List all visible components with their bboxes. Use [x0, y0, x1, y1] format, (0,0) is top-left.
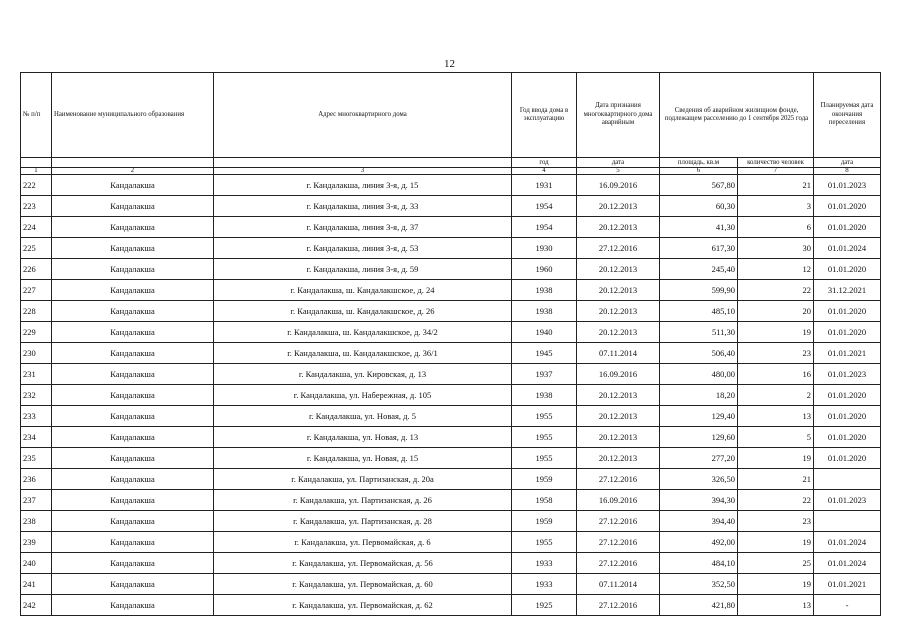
recognized-date-cell: 27.12.2016 [577, 469, 660, 490]
municipality-cell: Кандалакша [52, 259, 214, 280]
unit-plan: дата [814, 158, 881, 168]
row-number-cell: 239 [21, 532, 52, 553]
recognized-date-cell: 20.12.2013 [577, 217, 660, 238]
year-cell: 1938 [512, 385, 577, 406]
plan-date-cell: 01.01.2021 [814, 574, 881, 595]
row-number-cell: 229 [21, 322, 52, 343]
plan-date-cell: 01.01.2020 [814, 448, 881, 469]
municipality-cell: Кандалакша [52, 448, 214, 469]
header-num: № п/п [21, 73, 52, 158]
recognized-date-cell: 20.12.2013 [577, 406, 660, 427]
area-cell: 352,50 [660, 574, 738, 595]
year-cell: 1955 [512, 448, 577, 469]
area-cell: 617,30 [660, 238, 738, 259]
people-count-cell: 3 [738, 196, 814, 217]
recognized-date-cell: 16.09.2016 [577, 364, 660, 385]
table-row [21, 385, 881, 406]
plan-date-cell: 01.01.2020 [814, 217, 881, 238]
table-row [21, 511, 881, 532]
area-cell: 484,10 [660, 553, 738, 574]
address-cell: г. Кандалакша, линия 3-я, д. 15 [214, 175, 512, 196]
municipality-cell: Кандалакша [52, 532, 214, 553]
people-count-cell: 22 [738, 280, 814, 301]
recognized-date-cell: 20.12.2013 [577, 448, 660, 469]
unit-area: площадь, кв.м [660, 158, 738, 168]
municipality-cell: Кандалакша [52, 364, 214, 385]
plan-date-cell: 01.01.2023 [814, 175, 881, 196]
row-number-cell: 233 [21, 406, 52, 427]
municipality-cell: Кандалакша [52, 553, 214, 574]
table-row [21, 364, 881, 385]
recognized-date-cell: 27.12.2016 [577, 553, 660, 574]
recognized-date-cell: 27.12.2016 [577, 595, 660, 616]
table-row [21, 532, 881, 553]
plan-date-cell [814, 469, 881, 490]
plan-date-cell: 01.01.2023 [814, 364, 881, 385]
people-count-cell: 13 [738, 595, 814, 616]
plan-date-cell: 01.01.2024 [814, 553, 881, 574]
row-number-cell: 242 [21, 595, 52, 616]
area-cell: 485,10 [660, 301, 738, 322]
table-row [21, 574, 881, 595]
people-count-cell: 6 [738, 217, 814, 238]
plan-date-cell: 01.01.2021 [814, 343, 881, 364]
area-cell: 492,00 [660, 532, 738, 553]
people-count-cell: 30 [738, 238, 814, 259]
municipality-cell: Кандалакша [52, 490, 214, 511]
plan-date-cell: 01.01.2020 [814, 259, 881, 280]
row-number-cell: 226 [21, 259, 52, 280]
table-row [21, 322, 881, 343]
column-number: 2 [52, 168, 214, 175]
address-cell: г. Кандалакша, ул. Первомайская, д. 56 [214, 553, 512, 574]
area-cell: 480,00 [660, 364, 738, 385]
municipality-cell: Кандалакша [52, 574, 214, 595]
table-row [21, 469, 881, 490]
recognized-date-cell: 20.12.2013 [577, 322, 660, 343]
recognized-date-cell: 20.12.2013 [577, 280, 660, 301]
table-row [21, 427, 881, 448]
area-cell: 511,30 [660, 322, 738, 343]
people-count-cell: 23 [738, 343, 814, 364]
people-count-cell: 21 [738, 175, 814, 196]
recognized-date-cell: 07.11.2014 [577, 343, 660, 364]
address-cell: г. Кандалакша, ул. Набережная, д. 105 [214, 385, 512, 406]
row-number-cell: 235 [21, 448, 52, 469]
year-cell: 1930 [512, 238, 577, 259]
people-count-cell: 5 [738, 427, 814, 448]
address-cell: г. Кандалакша, линия 3-я, д. 37 [214, 217, 512, 238]
plan-date-cell: 01.01.2020 [814, 196, 881, 217]
row-number-cell: 228 [21, 301, 52, 322]
address-cell: г. Кандалакша, ул. Кировская, д. 13 [214, 364, 512, 385]
municipality-cell: Кандалакша [52, 196, 214, 217]
area-cell: 599,90 [660, 280, 738, 301]
year-cell: 1931 [512, 175, 577, 196]
address-cell: г. Кандалакша, ш. Кандалакшское, д. 36/1 [214, 343, 512, 364]
municipality-cell: Кандалакша [52, 175, 214, 196]
plan-date-cell: - [814, 595, 881, 616]
plan-date-cell: 01.01.2020 [814, 406, 881, 427]
municipality-cell: Кандалакша [52, 469, 214, 490]
table-row [21, 217, 881, 238]
people-count-cell: 20 [738, 301, 814, 322]
address-cell: г. Кандалакша, ул. Новая, д. 15 [214, 448, 512, 469]
emergency-housing-table [20, 72, 881, 616]
year-cell: 1958 [512, 490, 577, 511]
header-recognized-date: Дата признания многоквартирного дома аварийным [577, 73, 660, 158]
column-number: 5 [577, 168, 660, 175]
unit-blank [214, 158, 512, 168]
year-cell: 1955 [512, 406, 577, 427]
year-cell: 1955 [512, 532, 577, 553]
year-cell: 1938 [512, 301, 577, 322]
year-cell: 1940 [512, 322, 577, 343]
row-number-cell: 238 [21, 511, 52, 532]
unit-blank [52, 158, 214, 168]
people-count-cell: 23 [738, 511, 814, 532]
plan-date-cell: 01.01.2024 [814, 238, 881, 259]
year-cell: 1938 [512, 280, 577, 301]
table-body [21, 175, 881, 616]
municipality-cell: Кандалакша [52, 301, 214, 322]
year-cell: 1933 [512, 553, 577, 574]
people-count-cell: 22 [738, 490, 814, 511]
municipality-cell: Кандалакша [52, 322, 214, 343]
year-cell: 1959 [512, 469, 577, 490]
people-count-cell: 21 [738, 469, 814, 490]
people-count-cell: 19 [738, 574, 814, 595]
year-cell: 1959 [512, 511, 577, 532]
people-count-cell: 19 [738, 532, 814, 553]
people-count-cell: 19 [738, 448, 814, 469]
header-address: Адрес многоквартирного дома [214, 73, 512, 158]
year-cell: 1954 [512, 217, 577, 238]
address-cell: г. Кандалакша, ул. Первомайская, д. 6 [214, 532, 512, 553]
area-cell: 129,60 [660, 427, 738, 448]
address-cell: г. Кандалакша, ул. Партизанская, д. 20а [214, 469, 512, 490]
area-cell: 129,40 [660, 406, 738, 427]
municipality-cell: Кандалакша [52, 385, 214, 406]
people-count-cell: 25 [738, 553, 814, 574]
plan-date-cell: 01.01.2020 [814, 385, 881, 406]
header-municipality: Наименование муниципального образования [52, 73, 214, 158]
people-count-cell: 19 [738, 322, 814, 343]
unit-people: количество человек [738, 158, 814, 168]
area-cell: 41,30 [660, 217, 738, 238]
address-cell: г. Кандалакша, ул. Партизанская, д. 28 [214, 511, 512, 532]
row-number-cell: 231 [21, 364, 52, 385]
row-number-cell: 225 [21, 238, 52, 259]
recognized-date-cell: 27.12.2016 [577, 511, 660, 532]
plan-date-cell [814, 511, 881, 532]
table-row [21, 196, 881, 217]
recognized-date-cell: 16.09.2016 [577, 175, 660, 196]
recognized-date-cell: 27.12.2016 [577, 238, 660, 259]
table-row [21, 406, 881, 427]
address-cell: г. Кандалакша, ул. Новая, д. 5 [214, 406, 512, 427]
column-number: 1 [21, 168, 52, 175]
header-year: Год ввода дома в эксплуатацию [512, 73, 577, 158]
year-cell: 1945 [512, 343, 577, 364]
recognized-date-cell: 20.12.2013 [577, 301, 660, 322]
address-cell: г. Кандалакша, ш. Кандалакшское, д. 24 [214, 280, 512, 301]
column-number: 4 [512, 168, 577, 175]
recognized-date-cell: 20.12.2013 [577, 259, 660, 280]
people-count-cell: 2 [738, 385, 814, 406]
column-number: 3 [214, 168, 512, 175]
year-cell: 1937 [512, 364, 577, 385]
row-number-cell: 227 [21, 280, 52, 301]
table-row [21, 301, 881, 322]
header-plan-date: Планируемая дата окончания переселения [814, 73, 881, 158]
recognized-date-cell: 16.09.2016 [577, 490, 660, 511]
recognized-date-cell: 20.12.2013 [577, 196, 660, 217]
address-cell: г. Кандалакша, ш. Кандалакшское, д. 34/2 [214, 322, 512, 343]
table-row [21, 238, 881, 259]
recognized-date-cell: 07.11.2014 [577, 574, 660, 595]
year-cell: 1925 [512, 595, 577, 616]
row-number-cell: 241 [21, 574, 52, 595]
unit-blank [21, 158, 52, 168]
municipality-cell: Кандалакша [52, 511, 214, 532]
plan-date-cell: 01.01.2024 [814, 532, 881, 553]
address-cell: г. Кандалакша, ул. Партизанская, д. 26 [214, 490, 512, 511]
address-cell: г. Кандалакша, линия 3-я, д. 59 [214, 259, 512, 280]
row-number-cell: 236 [21, 469, 52, 490]
area-cell: 421,80 [660, 595, 738, 616]
row-number-cell: 230 [21, 343, 52, 364]
row-number-cell: 222 [21, 175, 52, 196]
plan-date-cell: 01.01.2020 [814, 427, 881, 448]
table-row [21, 259, 881, 280]
page-number: 12 [444, 58, 455, 70]
row-number-cell: 224 [21, 217, 52, 238]
people-count-cell: 13 [738, 406, 814, 427]
area-cell: 394,30 [660, 490, 738, 511]
row-number-cell: 240 [21, 553, 52, 574]
municipality-cell: Кандалакша [52, 217, 214, 238]
plan-date-cell: 01.01.2023 [814, 490, 881, 511]
row-number-cell: 234 [21, 427, 52, 448]
row-number-cell: 237 [21, 490, 52, 511]
column-number: 7 [738, 168, 814, 175]
year-cell: 1960 [512, 259, 577, 280]
year-cell: 1933 [512, 574, 577, 595]
plan-date-cell: 01.01.2020 [814, 301, 881, 322]
municipality-cell: Кандалакша [52, 343, 214, 364]
column-number: 6 [660, 168, 738, 175]
address-cell: г. Кандалакша, линия 3-я, д. 53 [214, 238, 512, 259]
address-cell: г. Кандалакша, ул. Первомайская, д. 60 [214, 574, 512, 595]
year-cell: 1955 [512, 427, 577, 448]
table-row [21, 280, 881, 301]
address-cell: г. Кандалакша, ул. Новая, д. 13 [214, 427, 512, 448]
header-fund: Сведения об аварийном жилищном фонде, подлежащем расселению до 1 сентября 2025 года [660, 73, 814, 158]
area-cell: 326,50 [660, 469, 738, 490]
area-cell: 60,30 [660, 196, 738, 217]
people-count-cell: 16 [738, 364, 814, 385]
address-cell: г. Кандалакша, ул. Первомайская, д. 62 [214, 595, 512, 616]
area-cell: 245,40 [660, 259, 738, 280]
column-number: 8 [814, 168, 881, 175]
municipality-cell: Кандалакша [52, 406, 214, 427]
row-number-cell: 223 [21, 196, 52, 217]
unit-year: год [512, 158, 577, 168]
area-cell: 567,80 [660, 175, 738, 196]
area-cell: 277,20 [660, 448, 738, 469]
table-row [21, 343, 881, 364]
table-row [21, 553, 881, 574]
table-row [21, 595, 881, 616]
municipality-cell: Кандалакша [52, 280, 214, 301]
municipality-cell: Кандалакша [52, 595, 214, 616]
recognized-date-cell: 27.12.2016 [577, 532, 660, 553]
table-row [21, 175, 881, 196]
table-row [21, 448, 881, 469]
area-cell: 506,40 [660, 343, 738, 364]
row-number-cell: 232 [21, 385, 52, 406]
address-cell: г. Кандалакша, ш. Кандалакшское, д. 26 [214, 301, 512, 322]
municipality-cell: Кандалакша [52, 238, 214, 259]
area-cell: 18,20 [660, 385, 738, 406]
table-row [21, 490, 881, 511]
plan-date-cell: 31.12.2021 [814, 280, 881, 301]
year-cell: 1954 [512, 196, 577, 217]
people-count-cell: 12 [738, 259, 814, 280]
municipality-cell: Кандалакша [52, 427, 214, 448]
recognized-date-cell: 20.12.2013 [577, 385, 660, 406]
address-cell: г. Кандалакша, линия 3-я, д. 33 [214, 196, 512, 217]
unit-recognized: дата [577, 158, 660, 168]
area-cell: 394,40 [660, 511, 738, 532]
plan-date-cell: 01.01.2020 [814, 322, 881, 343]
recognized-date-cell: 20.12.2013 [577, 427, 660, 448]
